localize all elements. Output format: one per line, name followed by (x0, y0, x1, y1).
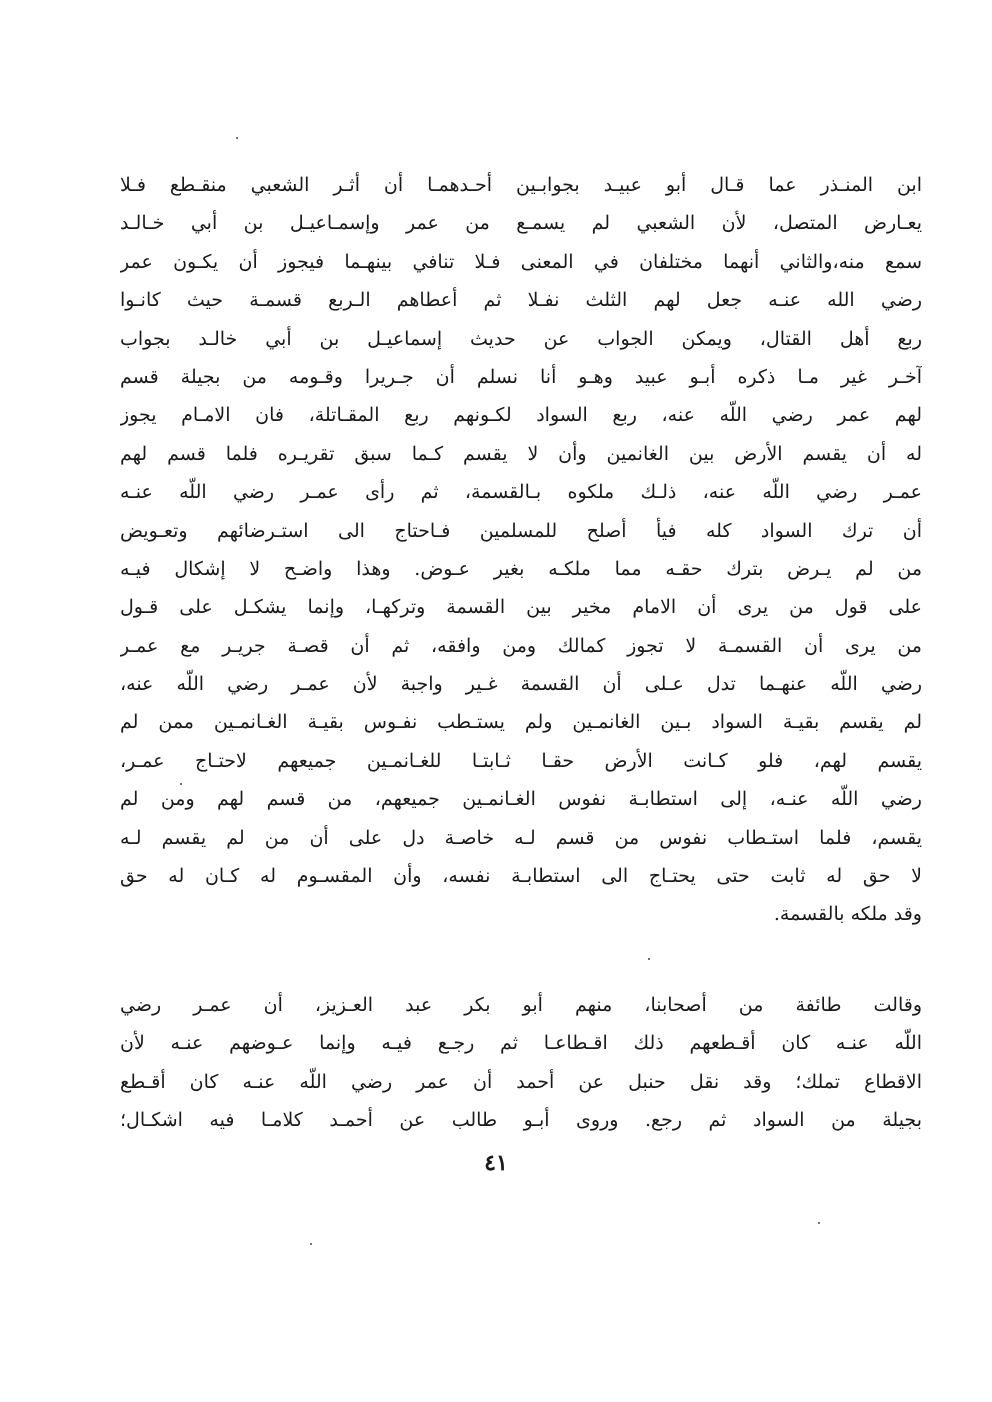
text-line: ابن المنـذر عما قـال أبو عبيـد بجوابـين أحـدهمـا أن أثـر الشعبي منقـطع فـلا (120, 174, 922, 196)
text-line: سمع منه،والثاني أنهما مختلفان في المعنى فـلا تنافي بينهـما فيجوز أن يكـون عمر (120, 250, 922, 273)
text-line: ربع أهل القتال، ويمكن الجواب عن حديث إسماعيـل بن أبي خالـد بجواب (120, 327, 922, 350)
text-line: الاقطاع تملك؛ وقد نقل حنبل عن أحمد أن عمر رضي اللّه عنـه كان أقـطع (120, 1070, 922, 1093)
text-line: يعـارض المتصل، لأن الشعبي لم يسمـع من عمر وإسمـاعيـل بن أبي خـالـد (120, 212, 922, 235)
text-line: بجيلة من السواد ثم رجع. وروى أبـو طالب عن أحمـد كلامـا فيه اشكـال؛ (120, 1109, 922, 1132)
text-line: رضي اللّه عنهـما تدل عـلى أن القسمة غـير واجبة لأن عمـر رضي اللّه عنه، (120, 673, 922, 696)
text-line: لم يقسم بقيـة السواد بـين الغانمـين ولم يستـطب نفـوس بقيـة الغـانمـين ممن لم (120, 711, 922, 734)
text-line: عمـر رضي اللّه عنه، ذلـك ملكوه بـالقسمة، ثم رأى عمـر رضي اللّه عنـه (120, 481, 922, 504)
text-line: من لم يـرض بترك حقـه مما ملكـه بغير عـوض. وهذا واضـح لا إشكال فيـه (120, 557, 922, 580)
text-line: لهم عمر رضي اللّه عنه، ربع السواد لكـونهم ربع المقـاتلة، فان الامـام يجوز (120, 404, 922, 427)
text-line: رضي الله عنـه جعل لهم الثلث نفـلا ثم أعطاهم الـربع قسمـة حيث كانـوا (120, 289, 922, 312)
text-line: أن ترك السواد كله فيأ أصلح للمسلمين فـاحتاج الى استـرضائهم وتعـويض (120, 519, 922, 542)
page-number: ٤١ (484, 1150, 508, 1176)
text-line: من يرى أن القسمـة لا تجوز كمالك ومن وافقه، ثم أن قصـة جريـر مع عمـر (120, 634, 922, 657)
text-line: وقد ملكه بالقسمة. (773, 903, 922, 926)
text-line: آخـر غير مـا ذكره أبـو عبيد وهـو أنا نسلم أن جـريرا وقـومه من بجيلة قسم (120, 365, 922, 388)
text-line: يقسم لهم، فلو كـانت الأرض حقـا ثـابتـا للغـانمـين جميعهم لاحتـاج عمـر، (120, 749, 922, 772)
scan-speck (180, 783, 182, 785)
text-line: له أن يقسم الأرض بين الغانمين وأن لا يقسم كـما سبق تقريـره فلما قسم لهم (120, 442, 922, 465)
text-line: لا حق له ثابت حتى يحتـاج الى استطابـة نفسه، وأن المقسـوم له كـان له حق (120, 865, 922, 888)
paragraph-2 (120, 986, 922, 1140)
scan-speck (310, 1243, 312, 1245)
text-line: على قول من يرى أن الامام مخير بين القسمة وتركهـا، وإنما يشكـل على قـول (120, 596, 922, 619)
text-line: رضي اللّه عنـه، إلى استطابـة نفوس الغـانمـين جميعهم، من قسم لهم ومن لم (120, 788, 922, 811)
scan-speck (236, 137, 238, 139)
text-line: اللّه عنـه كان أقـطعهم ذلك اقـطاعـا ثم رجـع فيـه وإنما عـوضهم عنـه لأن (120, 1032, 922, 1055)
scan-speck (648, 958, 650, 960)
scan-speck (818, 1222, 820, 1224)
text-line: وقالت طائفة من أصحابنا، منهم أبو بكر عبد العـزيز، أن عمـر رضي (120, 994, 922, 1016)
text-line: يقسم، فلما استـطاب نفوس من قسم لـه خاصـة دل على أن من لم يقسم لـه (120, 826, 922, 849)
paragraph-1 (120, 166, 922, 934)
